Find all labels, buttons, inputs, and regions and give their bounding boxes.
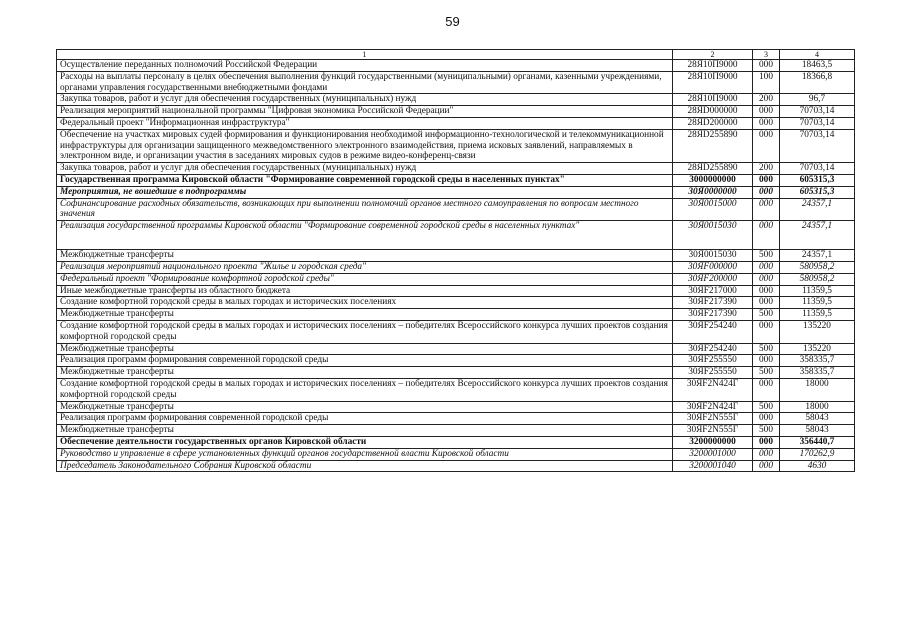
- row-amount-cell: 11359,5: [780, 297, 855, 309]
- header-col-1: 1: [57, 50, 673, 60]
- row-amount-cell: 11359,5: [780, 309, 855, 321]
- table-row: [57, 129, 855, 162]
- row-type-cell: 000: [753, 448, 780, 460]
- row-type-cell: 500: [753, 343, 780, 355]
- row-amount-cell: 24357,1: [780, 221, 855, 250]
- row-amount-cell: 580958,2: [780, 273, 855, 285]
- row-name-cell: Создание комфортной городской среды в малых городах и исторических поселениях: [57, 297, 673, 309]
- table-row: [57, 261, 855, 273]
- table-row: [57, 285, 855, 297]
- row-code-cell: 3000000000: [673, 174, 753, 186]
- row-amount-cell: 11359,5: [780, 285, 855, 297]
- row-amount-cell: 135220: [780, 320, 855, 343]
- row-code-cell: 28ЯD000000: [673, 106, 753, 118]
- table-header-row: [57, 50, 855, 60]
- row-code-cell: 28ЯD255890: [673, 163, 753, 175]
- row-name-cell: Обеспечение деятельности государственных органов Кировской области: [57, 436, 673, 448]
- row-type-cell: 200: [753, 94, 780, 106]
- row-amount-cell: 70703,14: [780, 129, 855, 162]
- row-name-cell: Межбюджетные трансферты: [57, 401, 673, 413]
- row-type-cell: 000: [753, 198, 780, 221]
- table-row: [57, 309, 855, 321]
- row-name-cell: Реализация мероприятий национального проекта "Жилье и городская среда": [57, 261, 673, 273]
- row-type-cell: 000: [753, 186, 780, 198]
- row-type-cell: 000: [753, 320, 780, 343]
- header-col-4: 4: [780, 50, 855, 60]
- row-amount-cell: 358335,7: [780, 367, 855, 379]
- row-amount-cell: 170262,9: [780, 448, 855, 460]
- row-code-cell: 30ЯF200000: [673, 273, 753, 285]
- row-code-cell: 28Я10П9000: [673, 60, 753, 72]
- row-code-cell: 30ЯF2N424Г: [673, 378, 753, 401]
- table-row: [57, 448, 855, 460]
- row-code-cell: 30ЯF254240: [673, 320, 753, 343]
- row-code-cell: 30Я0015030: [673, 221, 753, 250]
- row-amount-cell: 70703,14: [780, 163, 855, 175]
- row-name-cell: Мероприятия, не вошедшие в подпрограммы: [57, 186, 673, 198]
- row-name-cell: Межбюджетные трансферты: [57, 367, 673, 379]
- row-amount-cell: 18463,5: [780, 60, 855, 72]
- row-amount-cell: 58043: [780, 413, 855, 425]
- row-name-cell: Реализация программ формирования современной городской среды: [57, 413, 673, 425]
- row-code-cell: 30ЯF000000: [673, 261, 753, 273]
- row-code-cell: 28ЯD200000: [673, 117, 753, 129]
- row-code-cell: 30Я0015030: [673, 250, 753, 262]
- row-amount-cell: 135220: [780, 343, 855, 355]
- header-col-2: 2: [673, 50, 753, 60]
- row-type-cell: 000: [753, 273, 780, 285]
- row-name-cell: Создание комфортной городской среды в малых городах и исторических поселениях – победителях Всероссийского конкурса лучших проектов создания комфортной городской среды: [57, 378, 673, 401]
- row-type-cell: 000: [753, 297, 780, 309]
- row-code-cell: 30ЯF2N424Г: [673, 401, 753, 413]
- table-row: [57, 71, 855, 94]
- table-row: [57, 343, 855, 355]
- row-type-cell: 000: [753, 378, 780, 401]
- row-amount-cell: 24357,1: [780, 250, 855, 262]
- table-row: [57, 163, 855, 175]
- row-name-cell: Федеральный проект "Информационная инфраструктура": [57, 117, 673, 129]
- row-type-cell: 000: [753, 460, 780, 472]
- row-amount-cell: 4630: [780, 460, 855, 472]
- row-amount-cell: 358335,7: [780, 355, 855, 367]
- row-amount-cell: 70703,14: [780, 117, 855, 129]
- row-type-cell: 500: [753, 250, 780, 262]
- table-row: [57, 413, 855, 425]
- row-type-cell: 000: [753, 106, 780, 118]
- table-row: [57, 320, 855, 343]
- row-amount-cell: 356440,7: [780, 436, 855, 448]
- row-code-cell: 30ЯF2N555Г: [673, 425, 753, 437]
- table-row: [57, 401, 855, 413]
- row-code-cell: 28Я10П9000: [673, 71, 753, 94]
- row-name-cell: Закупка товаров, работ и услуг для обеспечения государственных (муниципальных) нужд: [57, 163, 673, 175]
- row-code-cell: 30ЯF217390: [673, 309, 753, 321]
- row-type-cell: 100: [753, 71, 780, 94]
- row-type-cell: 500: [753, 367, 780, 379]
- row-code-cell: 30ЯF217000: [673, 285, 753, 297]
- row-name-cell: Обеспечение на участках мировых судей формирования и функционирования необходимой информационно-технологической и телекоммуникационной инфраструктуры для организации защищенного межведомственного электронного взаимодействия, приема исковых заявлений, направляемых в электронном виде, и организации участия в заседаниях мировых судов в режиме видео-конференц-связи: [57, 129, 673, 162]
- table-row: [57, 367, 855, 379]
- row-code-cell: 28ЯD255890: [673, 129, 753, 162]
- row-code-cell: 30ЯF217390: [673, 297, 753, 309]
- table-row: [57, 355, 855, 367]
- row-amount-cell: 18366,8: [780, 71, 855, 94]
- header-col-3: 3: [753, 50, 780, 60]
- row-name-cell: Председатель Законодательного Собрания Кировской области: [57, 460, 673, 472]
- table-row: [57, 198, 855, 221]
- table-row: [57, 117, 855, 129]
- row-type-cell: 000: [753, 60, 780, 72]
- row-type-cell: 000: [753, 261, 780, 273]
- table-row: [57, 221, 855, 250]
- row-type-cell: 500: [753, 309, 780, 321]
- row-name-cell: Руководство и управление в сфере установленных функций органов государственной власти Кировской области: [57, 448, 673, 460]
- table-row: [57, 106, 855, 118]
- row-name-cell: Софинансирование расходных обязательств, возникающих при выполнении полномочий органов местного самоуправления по вопросам местного значения: [57, 198, 673, 221]
- row-name-cell: Реализация мероприятий национальной программы "Цифровая экономика Российской Федерации": [57, 106, 673, 118]
- row-type-cell: 000: [753, 436, 780, 448]
- row-name-cell: Закупка товаров, работ и услуг для обеспечения государственных (муниципальных) нужд: [57, 94, 673, 106]
- table-row: [57, 186, 855, 198]
- row-name-cell: Создание комфортной городской среды в малых городах и исторических поселениях – победителях Всероссийского конкурса лучших проектов создания комфортной городской среды: [57, 320, 673, 343]
- row-type-cell: 500: [753, 425, 780, 437]
- table-row: [57, 297, 855, 309]
- table-row: [57, 94, 855, 106]
- table-row: [57, 250, 855, 262]
- row-name-cell: Иные межбюджетные трансферты из областного бюджета: [57, 285, 673, 297]
- row-name-cell: Межбюджетные трансферты: [57, 250, 673, 262]
- table-row: [57, 174, 855, 186]
- row-amount-cell: 18000: [780, 378, 855, 401]
- row-type-cell: 000: [753, 285, 780, 297]
- row-amount-cell: 18000: [780, 401, 855, 413]
- row-code-cell: 30ЯF255550: [673, 367, 753, 379]
- row-name-cell: Реализация государственной программы Кировской области "Формирование современной городской среды в населенных пунктах": [57, 221, 673, 250]
- row-amount-cell: 605315,3: [780, 174, 855, 186]
- row-code-cell: 30ЯF2N555Г: [673, 413, 753, 425]
- row-name-cell: Межбюджетные трансферты: [57, 425, 673, 437]
- row-amount-cell: 580958,2: [780, 261, 855, 273]
- row-name-cell: Межбюджетные трансферты: [57, 309, 673, 321]
- table-row: [57, 425, 855, 437]
- row-amount-cell: 96,7: [780, 94, 855, 106]
- table-row: [57, 436, 855, 448]
- row-name-cell: Осуществление переданных полномочий Российской Федерации: [57, 60, 673, 72]
- row-code-cell: 3200000000: [673, 436, 753, 448]
- page-number: 59: [445, 14, 460, 29]
- row-name-cell: Государственная программа Кировской области "Формирование современной городской среды в населенных пунктах": [57, 174, 673, 186]
- table-row: [57, 60, 855, 72]
- row-type-cell: 500: [753, 401, 780, 413]
- row-type-cell: 000: [753, 221, 780, 250]
- row-type-cell: 000: [753, 129, 780, 162]
- row-code-cell: 28Я10П9000: [673, 94, 753, 106]
- row-code-cell: 30Я0000000: [673, 186, 753, 198]
- table-row: [57, 378, 855, 401]
- row-type-cell: 000: [753, 174, 780, 186]
- row-name-cell: Федеральный проект "Формирование комфортной городской среды": [57, 273, 673, 285]
- row-code-cell: 30Я0015000: [673, 198, 753, 221]
- row-type-cell: 000: [753, 413, 780, 425]
- table-row: [57, 273, 855, 285]
- row-code-cell: 3200001000: [673, 448, 753, 460]
- budget-table: [56, 49, 855, 472]
- row-code-cell: 30ЯF254240: [673, 343, 753, 355]
- row-type-cell: 000: [753, 355, 780, 367]
- row-code-cell: 30ЯF255550: [673, 355, 753, 367]
- row-code-cell: 3200001040: [673, 460, 753, 472]
- row-name-cell: Межбюджетные трансферты: [57, 343, 673, 355]
- row-amount-cell: 605315,3: [780, 186, 855, 198]
- row-name-cell: Реализация программ формирования современной городской среды: [57, 355, 673, 367]
- row-amount-cell: 24357,1: [780, 198, 855, 221]
- row-type-cell: 200: [753, 163, 780, 175]
- table-row: [57, 460, 855, 472]
- row-name-cell: Расходы на выплаты персоналу в целях обеспечения выполнения функций государственными (муниципальными) органами, казенными учреждениями, органами управления государственными внебюджетными фондами: [57, 71, 673, 94]
- row-type-cell: 000: [753, 117, 780, 129]
- row-amount-cell: 70703,14: [780, 106, 855, 118]
- row-amount-cell: 58043: [780, 425, 855, 437]
